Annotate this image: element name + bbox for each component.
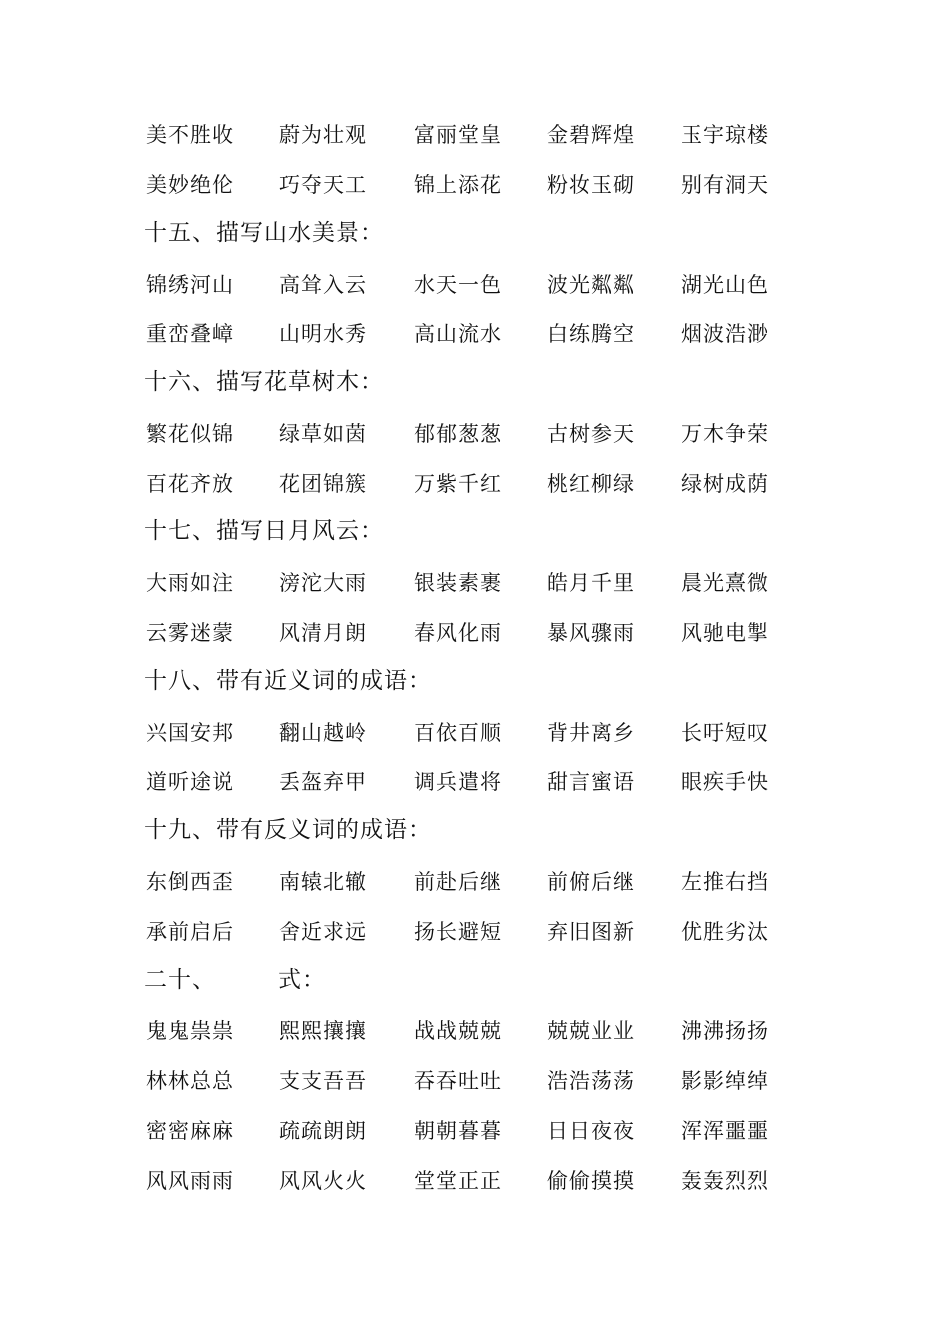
idiom: 兴国安邦 [146, 721, 234, 745]
idiom: 熙熙攘攘 [279, 1019, 367, 1043]
idiom: 战战兢兢 [414, 1019, 502, 1043]
idiom: 烟波浩渺 [681, 322, 769, 346]
idiom: 百花齐放 [146, 472, 234, 496]
idiom: 古树参天 [547, 422, 635, 446]
idiom: 偷偷摸摸 [547, 1169, 635, 1193]
idiom: 扬长避短 [414, 920, 502, 944]
idiom: 晨光熹微 [681, 571, 769, 595]
idiom: 银装素裹 [414, 571, 502, 595]
section-heading-number: 二十、 [144, 967, 216, 993]
idiom-row [146, 170, 846, 200]
idiom: 风风雨雨 [146, 1169, 234, 1193]
idiom: 重峦叠嶂 [146, 322, 234, 346]
idiom: 东倒西歪 [146, 870, 234, 894]
idiom: 大雨如注 [146, 571, 234, 595]
idiom: 桃红柳绿 [547, 472, 635, 496]
idiom-row [146, 1116, 846, 1146]
idiom: 浑浑噩噩 [681, 1119, 769, 1143]
idiom-row [146, 867, 846, 897]
idiom-row [146, 1016, 846, 1046]
idiom: 美妙绝伦 [146, 173, 234, 197]
idiom: 支支吾吾 [279, 1069, 367, 1093]
idiom: 南辕北辙 [279, 870, 367, 894]
idiom: 巧夺天工 [279, 173, 367, 197]
section-heading: 十六、描写花草树木： [144, 369, 384, 395]
idiom: 白练腾空 [547, 322, 635, 346]
idiom: 皓月千里 [547, 571, 635, 595]
idiom: 舍近求远 [279, 920, 367, 944]
idiom: 郁郁葱葱 [414, 422, 502, 446]
idiom-row [146, 718, 846, 748]
idiom-row [146, 1166, 846, 1196]
idiom: 水天一色 [414, 273, 502, 297]
idiom: 万木争荣 [681, 422, 769, 446]
idiom: 承前启后 [146, 920, 234, 944]
idiom: 影影绰绰 [681, 1069, 769, 1093]
idiom: 调兵遣将 [414, 770, 502, 794]
idiom: 绿草如茵 [279, 422, 367, 446]
idiom: 吞吞吐吐 [414, 1069, 502, 1093]
section-heading: 十五、描写山水美景： [144, 220, 384, 246]
idiom: 高耸入云 [279, 273, 367, 297]
idiom: 繁花似锦 [146, 422, 234, 446]
idiom-row [146, 568, 846, 598]
idiom: 美不胜收 [146, 123, 234, 147]
idiom: 百依百顺 [414, 721, 502, 745]
section-heading-suffix: 式： [278, 967, 326, 993]
idiom-row [146, 618, 846, 648]
idiom: 玉宇琼楼 [681, 123, 769, 147]
idiom: 滂沱大雨 [279, 571, 367, 595]
idiom: 粉妆玉砌 [547, 173, 635, 197]
idiom: 兢兢业业 [547, 1019, 635, 1043]
idiom-row [146, 319, 846, 349]
section-heading [144, 964, 326, 996]
idiom-row [146, 270, 846, 300]
section-heading: 十九、带有反义词的成语： [144, 817, 432, 843]
idiom: 前赴后继 [414, 870, 502, 894]
idiom: 风驰电掣 [681, 621, 769, 645]
idiom: 花团锦簇 [279, 472, 367, 496]
idiom: 高山流水 [414, 322, 502, 346]
idiom: 密密麻麻 [146, 1119, 234, 1143]
idiom: 轰轰烈烈 [681, 1169, 769, 1193]
idiom: 林林总总 [146, 1069, 234, 1093]
idiom: 眼疾手快 [681, 770, 769, 794]
idiom-row [146, 767, 846, 797]
idiom-row [146, 120, 846, 150]
idiom: 前俯后继 [547, 870, 635, 894]
idiom: 浩浩荡荡 [547, 1069, 635, 1093]
idiom: 左推右挡 [681, 870, 769, 894]
idiom: 弃旧图新 [547, 920, 635, 944]
idiom: 沸沸扬扬 [681, 1019, 769, 1043]
idiom: 山明水秀 [279, 322, 367, 346]
idiom-row [146, 917, 846, 947]
section-heading: 十七、描写日月风云： [144, 518, 384, 544]
idiom-row [146, 419, 846, 449]
idiom: 万紫千红 [414, 472, 502, 496]
idiom: 春风化雨 [414, 621, 502, 645]
idiom: 日日夜夜 [547, 1119, 635, 1143]
idiom: 甜言蜜语 [547, 770, 635, 794]
idiom: 波光粼粼 [547, 273, 635, 297]
idiom: 长吁短叹 [681, 721, 769, 745]
idiom: 风清月朗 [279, 621, 367, 645]
idiom: 绿树成荫 [681, 472, 769, 496]
idiom: 堂堂正正 [414, 1169, 502, 1193]
idiom: 锦上添花 [414, 173, 502, 197]
idiom: 丢盔弃甲 [279, 770, 367, 794]
idiom-row [146, 1066, 846, 1096]
idiom: 别有洞天 [681, 173, 769, 197]
idiom: 暴风骤雨 [547, 621, 635, 645]
idiom: 富丽堂皇 [414, 123, 502, 147]
idiom: 朝朝暮暮 [414, 1119, 502, 1143]
idiom: 背井离乡 [547, 721, 635, 745]
idiom: 翻山越岭 [279, 721, 367, 745]
idiom: 风风火火 [279, 1169, 367, 1193]
section-heading: 十八、带有近义词的成语： [144, 668, 432, 694]
idiom: 优胜劣汰 [681, 920, 769, 944]
idiom: 湖光山色 [681, 273, 769, 297]
idiom: 蔚为壮观 [279, 123, 367, 147]
idiom: 道听途说 [146, 770, 234, 794]
idiom: 金碧辉煌 [547, 123, 635, 147]
idiom: 鬼鬼祟祟 [146, 1019, 234, 1043]
idiom-row [146, 469, 846, 499]
idiom: 疏疏朗朗 [279, 1119, 367, 1143]
idiom: 锦绣河山 [146, 273, 234, 297]
idiom: 云雾迷蒙 [146, 621, 234, 645]
